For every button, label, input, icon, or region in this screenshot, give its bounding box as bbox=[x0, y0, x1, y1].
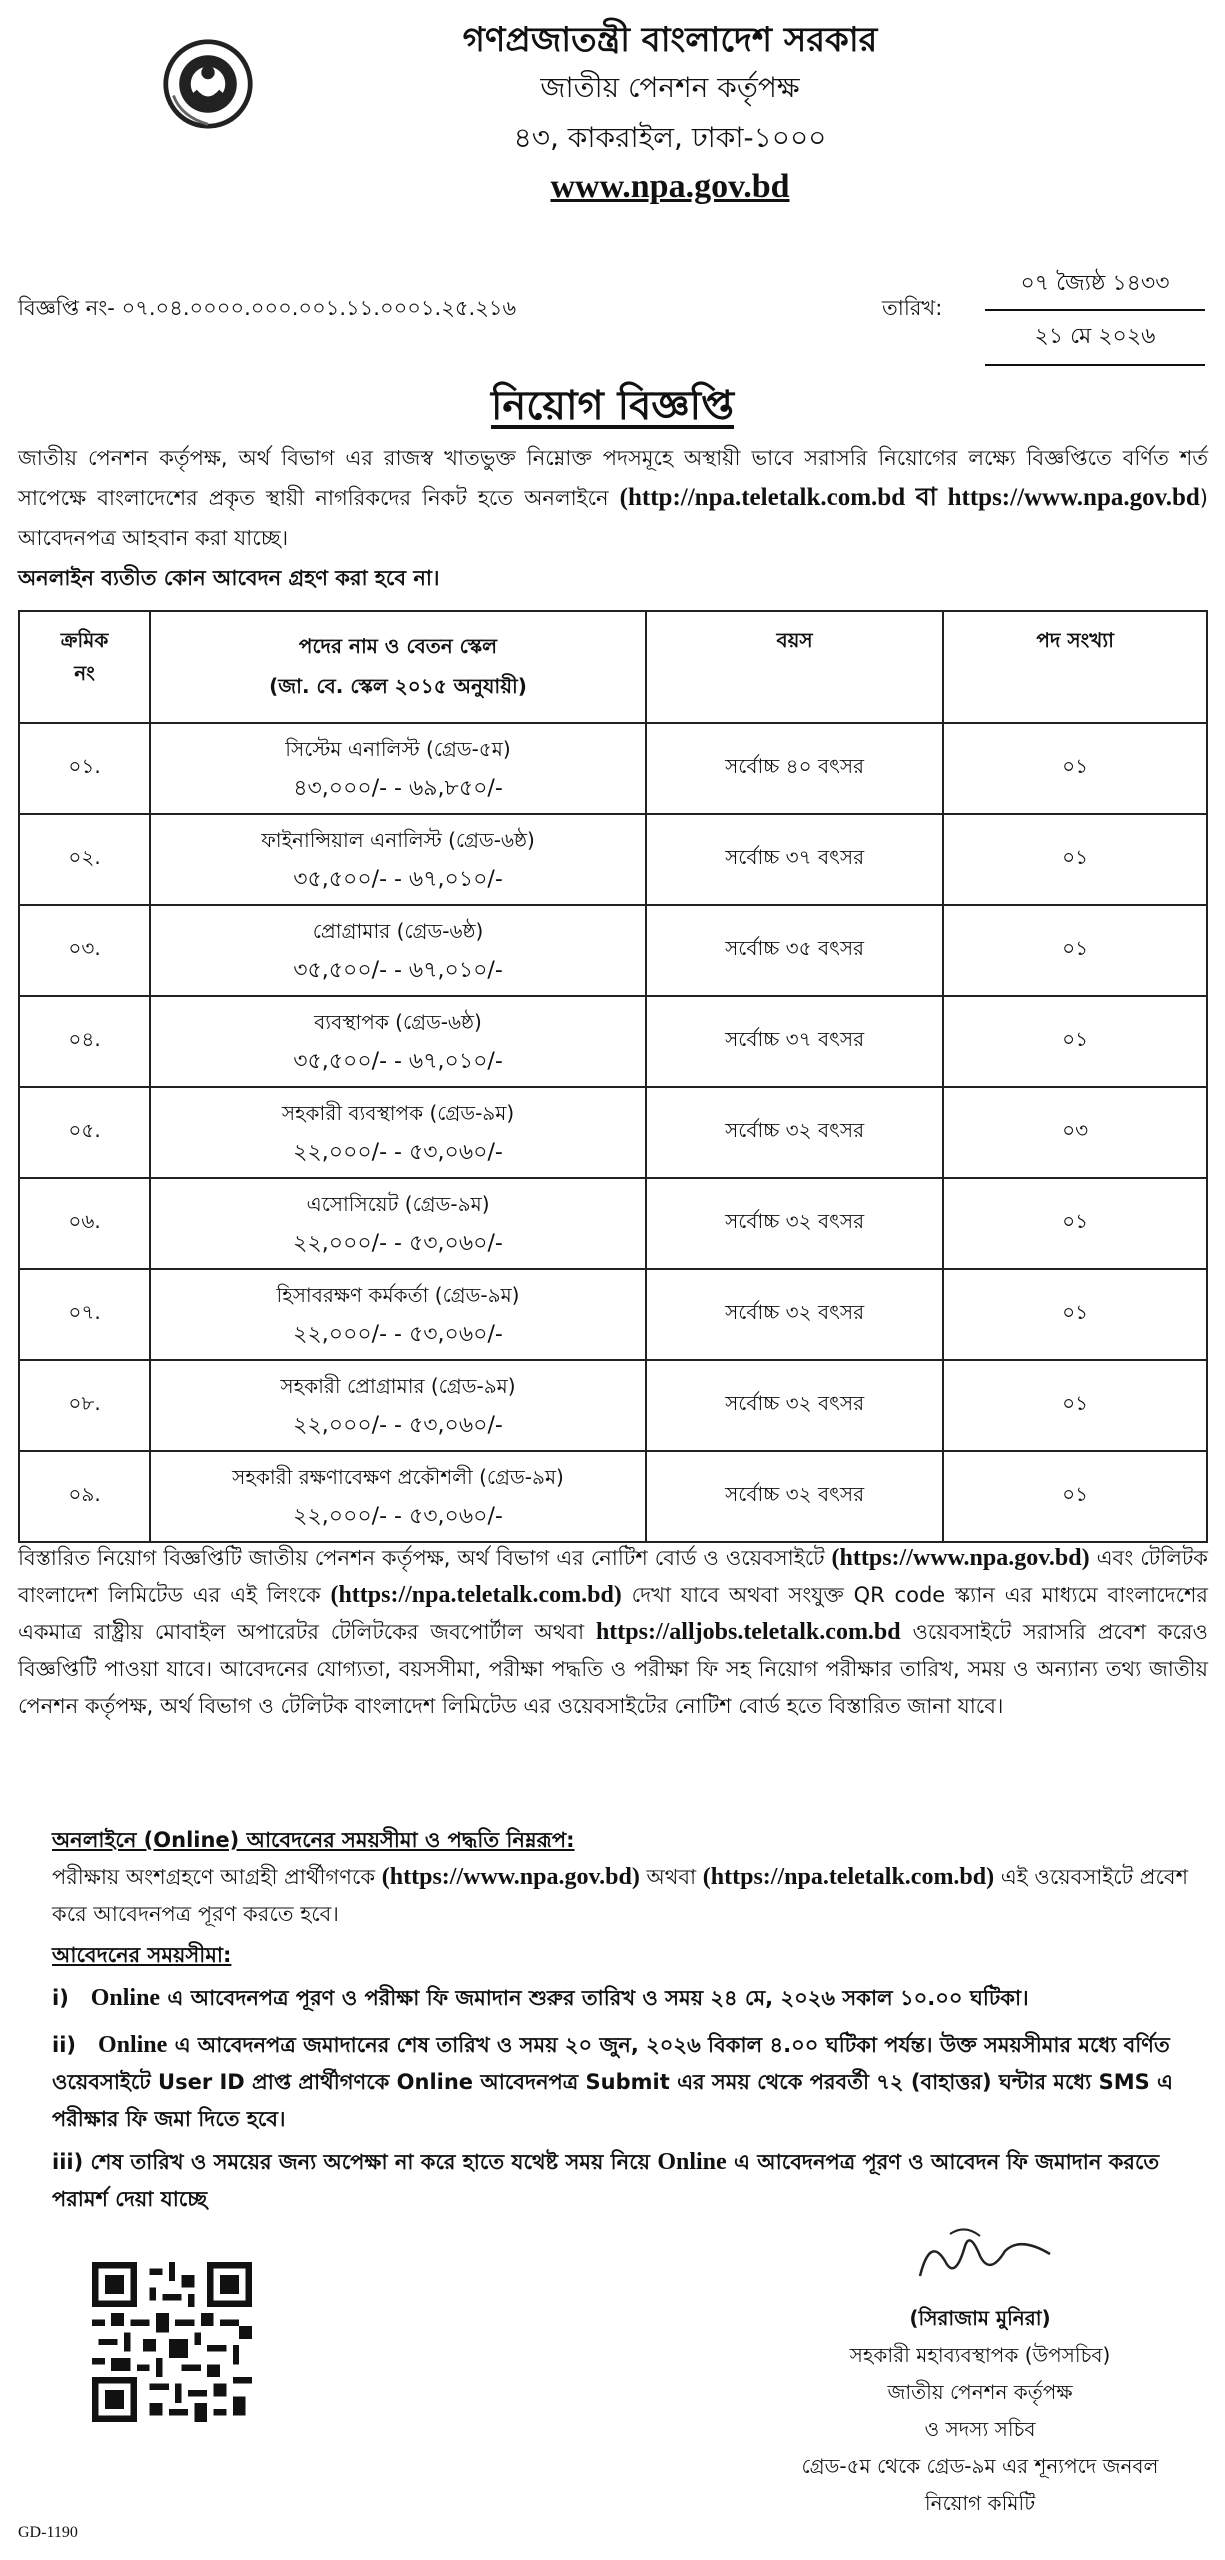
post-cell bbox=[150, 814, 646, 905]
post-name: ফাইনান্সিয়াল এনালিস্ট (গ্রেড-৬ষ্ঠ) bbox=[261, 827, 535, 852]
post-name: সহকারী ব্যবস্থাপক (গ্রেড-৯ম) bbox=[281, 1100, 515, 1125]
notice-title: নিয়োগ বিজ্ঞপ্তি bbox=[490, 383, 734, 429]
memo-number: বিজ্ঞপ্তি নং- ০৭.০৪.০০০০.০০০.০০১.১১.০০০১.২৫.২১৬ bbox=[18, 296, 517, 320]
date-gregorian: ২১ মে ২০২৬ bbox=[1034, 324, 1156, 349]
authority-website-link[interactable]: www.npa.gov.bd bbox=[550, 168, 790, 205]
table-row bbox=[19, 1451, 1207, 1542]
signature-scribble-icon bbox=[910, 2216, 1060, 2296]
post-cell bbox=[150, 905, 646, 996]
npa-logo-icon bbox=[160, 36, 256, 132]
serial-cell: ০৫. bbox=[19, 1087, 150, 1178]
alljobs-link[interactable]: https://alljobs.teletalk.com.bd bbox=[595, 1619, 901, 1645]
details-paragraph: বিস্তারিত নিয়োগ বিজ্ঞপ্তিটি জাতীয় পেনশন কর্তৃপক্ষ, অর্থ বিভাগ এর নোটিশ বোর্ড ও ওয়েবসাইটে (https://www.npa.gov.bd) এবং টেলিটক বাংলাদেশ লিমিটেড এর এই লিংকে (https://npa.teletalk.com.bd) দেখা যাবে অথবা সংযুক্ত QR code স্ক্যান এর মাধ্যমে বাংলাদেশের একমাত্র রাষ্ট্রীয় মোবাইল অপারেটর টেলিটকের জবপোর্টাল অথবা https://alljobs.teletalk.com.bd ওয়েবসাইটে সরাসরি প্রবেশ করেও বিজ্ঞপ্তিটি পাওয়া যাবে। আবেদনের যোগ্যতা, বয়সসীমা, পরীক্ষা পদ্ধতি ও পরীক্ষা ফি সহ নিয়োগ পরীক্ষার তারিখ, সময় ও অন্যান্য তথ্য জাতীয় পেনশন কর্তৃপক্ষ, অর্থ বিভাগ ও টেলিটক বাংলাদেশ লিমিটেড এর ওয়েবসাইটের নোটিশ বোর্ড হতে বিস্তারিত জানা যাবে। bbox=[18, 1545, 1208, 1718]
age-cell: সর্বোচ্চ ৪০ বৎসর bbox=[646, 723, 943, 814]
serial-cell: ০২. bbox=[19, 814, 150, 905]
signatory-title-1: সহকারী মহাব্যবস্থাপক (উপসচিব) bbox=[849, 2343, 1111, 2367]
serial-cell: ০৩. bbox=[19, 905, 150, 996]
count-cell: ০৩ bbox=[943, 1087, 1207, 1178]
serial-cell: ০৭. bbox=[19, 1269, 150, 1360]
signature-block bbox=[700, 2300, 1225, 2522]
age-cell: সর্বোচ্চ ৩২ বৎসর bbox=[646, 1360, 943, 1451]
serial-header: ক্রমিক নং bbox=[19, 611, 150, 723]
authority-address: ৪৩, কাকরাইল, ঢাকা-১০০০ bbox=[513, 121, 827, 154]
online-application-section bbox=[52, 1822, 1207, 2218]
gd-code: GD-1190 bbox=[18, 2524, 78, 2541]
post-cell bbox=[150, 723, 646, 814]
pay-scale: ৩৫,৫০০/- - ৬৭,০১০/- bbox=[293, 1048, 503, 1074]
table-header-row bbox=[19, 611, 1207, 723]
count-header: পদ সংখ্যা bbox=[943, 611, 1207, 723]
serial-cell: ০৯. bbox=[19, 1451, 150, 1542]
age-header: বয়স bbox=[646, 611, 943, 723]
age-cell: সর্বোচ্চ ৩৭ বৎসর bbox=[646, 814, 943, 905]
post-name: ব্যবস্থাপক (গ্রেড-৬ষ্ঠ) bbox=[314, 1009, 482, 1034]
deadline-subheading: আবেদনের সময়সীমা: bbox=[52, 1943, 232, 1967]
pay-scale: ২২,০০০/- - ৫৩,০৬০/- bbox=[293, 1230, 503, 1256]
date-box bbox=[985, 262, 1205, 366]
signatory-title-4: গ্রেড-৫ম থেকে গ্রেড-৯ম এর শূন্যপদে জনবল bbox=[801, 2454, 1159, 2478]
post-name: সহকারী রক্ষণাবেক্ষণ প্রকৌশলী (গ্রেড-৯ম) bbox=[232, 1464, 564, 1489]
table-row bbox=[19, 1269, 1207, 1360]
age-cell: সর্বোচ্চ ৩৭ বৎসর bbox=[646, 996, 943, 1087]
signatory-title-2: জাতীয় পেনশন কর্তৃপক্ষ bbox=[887, 2380, 1073, 2404]
post-header: পদের নাম ও বেতন স্কেল (জা. বে. স্কেল ২০১৫ অনুযায়ী) bbox=[150, 611, 646, 723]
table-row bbox=[19, 1087, 1207, 1178]
pay-scale: ২২,০০০/- - ৫৩,০৬০/- bbox=[293, 1503, 503, 1529]
count-cell: ০১ bbox=[943, 1360, 1207, 1451]
post-name: সহকারী প্রোগ্রামার (গ্রেড-৯ম) bbox=[280, 1373, 516, 1398]
date-bangla: ০৭ জ্যৈষ্ঠ ১৪৩৩ bbox=[985, 262, 1205, 311]
vacancy-table bbox=[18, 610, 1208, 1543]
table-row bbox=[19, 814, 1207, 905]
count-cell: ০১ bbox=[943, 1269, 1207, 1360]
npa-link[interactable]: https://www.npa.gov.bd bbox=[947, 484, 1200, 511]
post-cell bbox=[150, 1178, 646, 1269]
teletalk-apply-link[interactable]: (https://npa.teletalk.com.bd) bbox=[702, 1864, 995, 1890]
age-cell: সর্বোচ্চ ৩২ বৎসর bbox=[646, 1087, 943, 1178]
npa-website-link[interactable]: (https://www.npa.gov.bd) bbox=[831, 1545, 1090, 1571]
serial-cell: ০১. bbox=[19, 723, 150, 814]
post-name: এসোসিয়েট (গ্রেড-৯ম) bbox=[306, 1191, 490, 1216]
serial-cell: ০৬. bbox=[19, 1178, 150, 1269]
date-label: তারিখ: bbox=[882, 296, 943, 320]
government-name: গণপ্রজাতন্ত্রী বাংলাদেশ সরকার bbox=[462, 20, 878, 60]
table-row bbox=[19, 1360, 1207, 1451]
count-cell: ০১ bbox=[943, 723, 1207, 814]
serial-cell: ০৪. bbox=[19, 996, 150, 1087]
online-instruction: পরীক্ষায় অংশগ্রহণে আগ্রহী প্রার্থীগণকে (https://www.npa.gov.bd) অথবা (https://npa.teletalk.com.bd) এই ওয়েবসাইটে প্রবেশ করে আবেদনপত্র পূরণ করতে হবে। bbox=[52, 1864, 1188, 1926]
table-row bbox=[19, 905, 1207, 996]
count-cell: ০১ bbox=[943, 1451, 1207, 1542]
authority-name: জাতীয় পেনশন কর্তৃপক্ষ bbox=[540, 71, 800, 104]
pay-scale: ৪৩,০০০/- - ৬৯,৮৫০/- bbox=[293, 775, 503, 801]
pay-scale: ২২,০০০/- - ৫৩,০৬০/- bbox=[293, 1321, 503, 1347]
post-name: সিস্টেম এনালিস্ট (গ্রেড-৫ম) bbox=[285, 736, 511, 761]
age-cell: সর্বোচ্চ ৩২ বৎসর bbox=[646, 1178, 943, 1269]
deadline-item-3: iii) শেষ তারিখ ও সময়ের জন্য অপেক্ষা না করে হাতে যথেষ্ট সময় নিয়ে Online এ আবেদনপত্র পূরণ ও আবেদন ফি জমাদান করতে পরামর্শ দেয়া যাচ্ছে bbox=[52, 2149, 1160, 2211]
post-name: হিসাবরক্ষণ কর্মকর্তা (গ্রেড-৯ম) bbox=[276, 1282, 520, 1307]
qr-code-icon[interactable] bbox=[92, 2262, 252, 2422]
online-heading: অনলাইনে (Online) আবেদনের সময়সীমা ও পদ্ধতি নিম্নরূপ: bbox=[52, 1828, 575, 1852]
npa-apply-link[interactable]: (https://www.npa.gov.bd) bbox=[381, 1864, 640, 1890]
post-cell bbox=[150, 1360, 646, 1451]
signatory-name: (সিরাজাম মুনিরা) bbox=[909, 2306, 1051, 2330]
age-cell: সর্বোচ্চ ৩৫ বৎসর bbox=[646, 905, 943, 996]
age-cell: সর্বোচ্চ ৩২ বৎসর bbox=[646, 1451, 943, 1542]
table-row bbox=[19, 996, 1207, 1087]
serial-cell: ০৮. bbox=[19, 1360, 150, 1451]
pay-scale: ৩৫,৫০০/- - ৬৭,০১০/- bbox=[293, 957, 503, 983]
pay-scale: ২২,০০০/- - ৫৩,০৬০/- bbox=[293, 1139, 503, 1165]
post-cell bbox=[150, 996, 646, 1087]
count-cell: ০১ bbox=[943, 1178, 1207, 1269]
signatory-title-5: নিয়োগ কমিটি bbox=[924, 2491, 1036, 2515]
count-cell: ০১ bbox=[943, 905, 1207, 996]
post-cell bbox=[150, 1451, 646, 1542]
pay-scale: ৩৫,৫০০/- - ৬৭,০১০/- bbox=[293, 866, 503, 892]
date-underline bbox=[985, 364, 1205, 366]
teletalk-website-link[interactable]: (https://npa.teletalk.com.bd) bbox=[330, 1582, 622, 1608]
pay-scale: ২২,০০০/- - ৫৩,০৬০/- bbox=[293, 1412, 503, 1438]
online-only-note: অনলাইন ব্যতীত কোন আবেদন গ্রহণ করা হবে না। bbox=[18, 566, 440, 590]
table-row bbox=[19, 1178, 1207, 1269]
count-cell: ০১ bbox=[943, 996, 1207, 1087]
table-row bbox=[19, 723, 1207, 814]
deadline-item-1: i) Online এ আবেদনপত্র পূরণ ও পরীক্ষা ফি জমাদান শুরুর তারিখ ও সময় ২৪ মে, ২০২৬ সকাল ১০.০০ ঘটিকা। bbox=[52, 1985, 1029, 2011]
post-cell bbox=[150, 1269, 646, 1360]
post-name: প্রোগ্রামার (গ্রেড-৬ষ্ঠ) bbox=[312, 918, 484, 943]
intro-paragraph: জাতীয় পেনশন কর্তৃপক্ষ, অর্থ বিভাগ এর রাজস্ব খাতভুক্ত নিম্নোক্ত পদসমূহে অস্থায়ী ভাবে সরাসরি নিয়োগের লক্ষ্যে বিজ্ঞপ্তিতে বর্ণিত শর্ত সাপেক্ষে বাংলাদেশের প্রকৃত স্থায়ী নাগরিকদের নিকট হতে অনলাইনে (http://npa.teletalk.com.bd বা https://www.npa.gov.bd) আবেদনপত্র আহবান করা যাচ্ছে। অনলাইন ব্যতীত কোন আবেদন গ্রহণ করা হবে না। bbox=[18, 446, 1208, 590]
signatory-title-3: ও সদস্য সচিব bbox=[924, 2417, 1036, 2441]
teletalk-link[interactable]: (http://npa.teletalk.com.bd bbox=[619, 484, 906, 511]
post-cell bbox=[150, 1087, 646, 1178]
count-cell: ০১ bbox=[943, 814, 1207, 905]
age-cell: সর্বোচ্চ ৩২ বৎসর bbox=[646, 1269, 943, 1360]
deadline-item-2: ii) Online এ আবেদনপত্র জমাদানের শেষ তারিখ ও সময় ২০ জুন, ২০২৬ বিকাল ৪.০০ ঘটিকা পর্যন্ত। উক্ত সময়সীমার মধ্যে বর্ণিত ওয়েবসাইটে User ID প্রাপ্ত প্রার্থীগণকে Online আবেদনপত্র Submit এর সময় থেকে পরবর্তী ৭২ (বাহাত্তর) ঘন্টার মধ্যে SMS এ পরীক্ষার ফি জমা দিতে হবে। bbox=[52, 2032, 1174, 2131]
